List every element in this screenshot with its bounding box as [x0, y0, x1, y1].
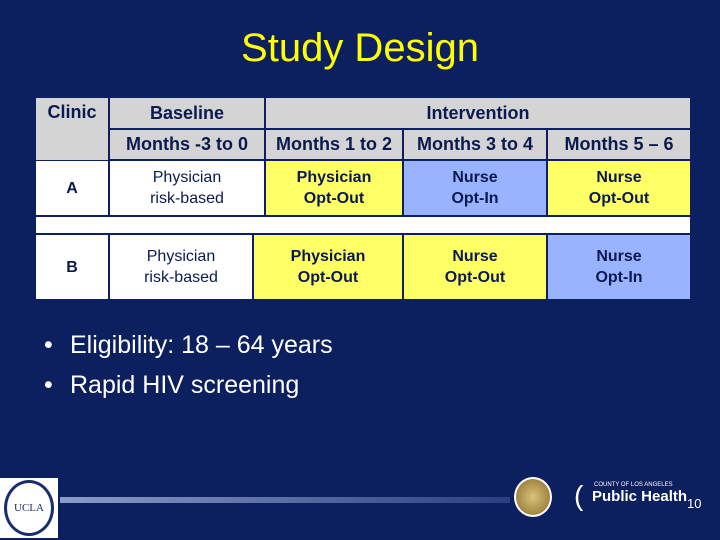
header-baseline: Baseline [110, 98, 264, 128]
logo-subtitle: COUNTY OF LOS ANGELES [594, 482, 673, 488]
bullet-text: Eligibility: 18 – 64 years [70, 331, 333, 359]
study-design-table [34, 96, 692, 301]
row-a-cell: Physician risk-based [110, 161, 264, 215]
logo-title: Public Health [592, 488, 688, 505]
row-spacer [36, 217, 690, 233]
page-number: 10 [687, 496, 702, 511]
slide-title: Study Design [241, 26, 479, 70]
la-county-seal-icon [514, 477, 552, 517]
row-a-cell: Physician Opt-Out [266, 161, 402, 215]
bullet-item: • Rapid HIV screening [44, 371, 300, 399]
bullet-item: • Eligibility: 18 – 64 years [44, 331, 333, 359]
row-b-cell: Nurse Opt-In [548, 235, 690, 299]
row-a-cell: Nurse Opt-Out [548, 161, 690, 215]
ucla-logo [0, 478, 58, 538]
header-clinic: Clinic [36, 98, 108, 160]
row-a-cell: Nurse Opt-In [404, 161, 546, 215]
footer-divider [60, 497, 510, 503]
public-health-logo [574, 480, 688, 511]
public-health-swoosh-icon: ( [574, 480, 584, 511]
row-b-cell: Physician risk-based [110, 235, 252, 299]
bullet-text: Rapid HIV screening [70, 371, 300, 399]
header-period: Months -3 to 0 [110, 130, 264, 159]
row-b-cell: Nurse Opt-Out [404, 235, 546, 299]
header-period: Months 3 to 4 [404, 130, 546, 159]
header-period: Months 1 to 2 [266, 130, 402, 159]
ucla-logo-text: UCLA [4, 480, 54, 536]
row-a-clinic: A [36, 161, 108, 215]
header-intervention: Intervention [266, 98, 690, 128]
header-period: Months 5 – 6 [548, 130, 690, 159]
row-b-cell: Physician Opt-Out [254, 235, 402, 299]
row-b-clinic: B [36, 235, 108, 299]
